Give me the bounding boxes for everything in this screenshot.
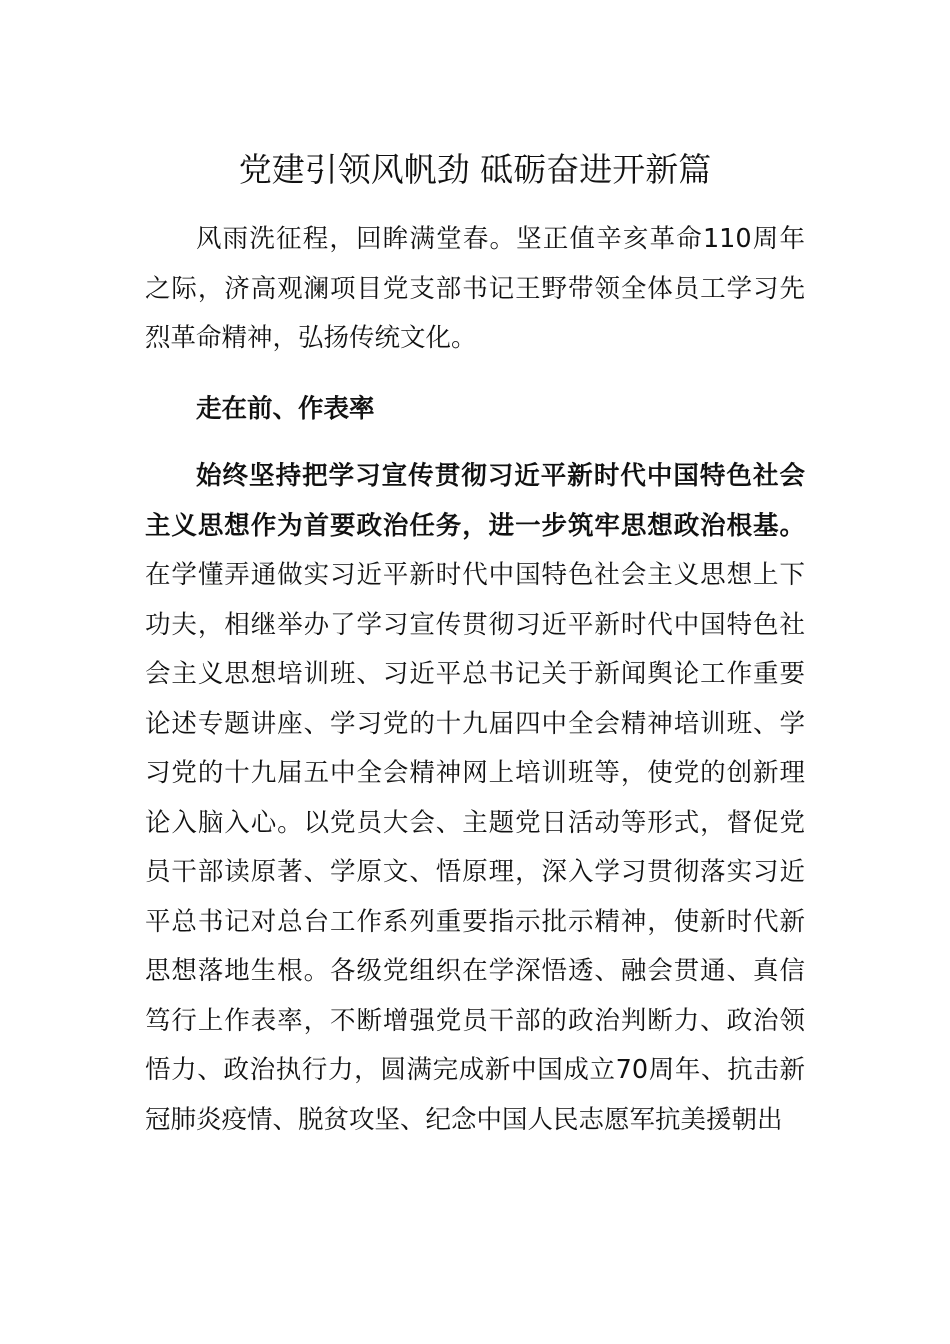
body-paragraph-bold-lead: 始终坚持把学习宣传贯彻习近平新时代中国特色社会主义思想作为首要政治任务，进一步筑牢思想政治根基。 bbox=[145, 461, 805, 541]
document-title: 党建引领风帆劲 砥砺奋进开新篇 bbox=[238, 150, 712, 189]
body-paragraph bbox=[145, 452, 805, 1145]
intro-paragraph: 风雨洗征程，回眸满堂春。坚正值辛亥革命110周年之际，济高观澜项目党支部书记王野带领全体员工学习先烈革命精神，弘扬传统文化。 bbox=[145, 224, 805, 353]
body-paragraph-text: 在学懂弄通做实习近平新时代中国特色社会主义思想上下功夫，相继举办了学习宣传贯彻习近平新时代中国特色社会主义思想培训班、习近平总书记关于新闻舆论工作重要论述专题讲座、学习党的十九届四中全会精神培训班、学习党的十九届五中全会精神网上培训班等，使党的创新理论入脑入心。以党员大会、主题党日活动等形式，督促党员干部读原著、学原文、悟原理，深入学习贯彻落实习近平总书记对总台工作系列重要指示批示精神，使新时代新思想落地生根。各级党组织在学深悟透、融会贯通、真信笃行上作表率，不断增强党员干部的政治判断力、政治领悟力、政治执行力，圆满完成新中国成立70周年、抗击新冠肺炎疫情、脱贫攻坚、纪念中国人民志愿军抗美援朝出 bbox=[145, 560, 805, 1135]
section-heading: 走在前、作表率 bbox=[196, 394, 375, 424]
